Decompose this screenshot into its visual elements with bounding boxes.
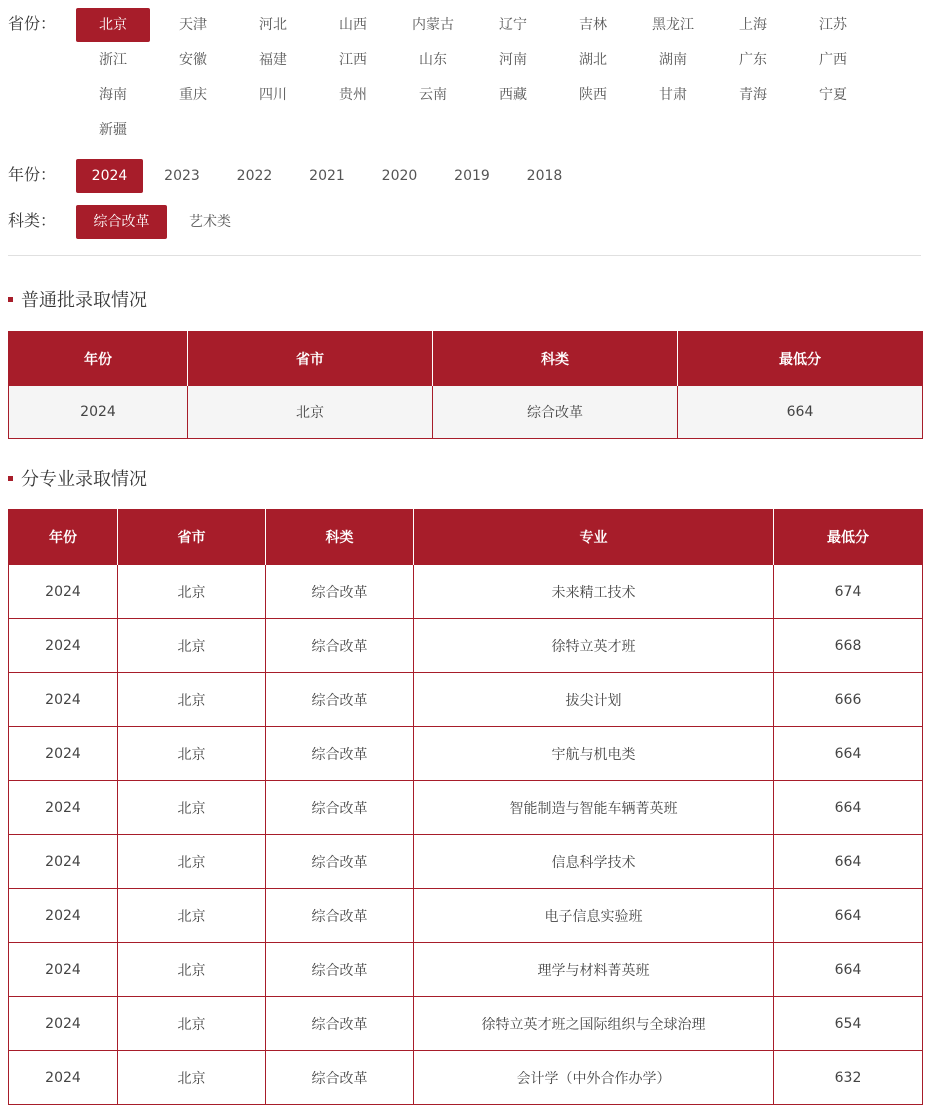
table-cell: 综合改革 — [266, 565, 414, 619]
category-label: 科类： — [8, 211, 57, 230]
table-cell: 2024 — [9, 565, 118, 619]
title-marker — [8, 297, 13, 302]
province-option[interactable]: 四川 — [259, 87, 287, 103]
column-header: 科类 — [433, 332, 678, 386]
table-row — [9, 889, 923, 943]
column-header: 年份 — [9, 510, 118, 565]
column-header: 省市 — [188, 332, 433, 386]
table-cell: 2024 — [9, 943, 118, 997]
category-option[interactable]: 综合改革 — [76, 205, 167, 239]
table-cell: 664 — [774, 781, 923, 835]
table-row — [9, 943, 923, 997]
table-cell: 2024 — [9, 1051, 118, 1105]
table-cell: 北京 — [118, 1051, 266, 1105]
section1-title: 普通批录取情况 — [21, 290, 147, 311]
section-title-major — [8, 468, 147, 492]
province-option[interactable]: 山东 — [419, 52, 447, 68]
province-option[interactable]: 重庆 — [179, 87, 207, 103]
table-cell: 北京 — [188, 386, 433, 439]
table-cell: 北京 — [118, 619, 266, 673]
table-cell: 北京 — [118, 727, 266, 781]
table-cell: 未来精工技术 — [414, 565, 774, 619]
province-option[interactable]: 河南 — [499, 52, 527, 68]
province-option[interactable]: 云南 — [419, 87, 447, 103]
column-header: 年份 — [9, 332, 188, 386]
table-cell: 666 — [774, 673, 923, 727]
table-cell: 北京 — [118, 565, 266, 619]
year-label: 年份： — [8, 165, 57, 184]
province-option[interactable]: 海南 — [99, 87, 127, 103]
table-row — [9, 619, 923, 673]
table-row — [9, 997, 923, 1051]
column-header: 专业 — [414, 510, 774, 565]
table-cell: 2024 — [9, 997, 118, 1051]
province-option[interactable]: 甘肃 — [659, 87, 687, 103]
table-cell: 综合改革 — [433, 386, 678, 439]
province-option[interactable]: 浙江 — [99, 52, 127, 68]
table-cell: 2024 — [9, 727, 118, 781]
table-cell: 664 — [774, 943, 923, 997]
province-option[interactable]: 江西 — [339, 52, 367, 68]
table-cell: 北京 — [118, 781, 266, 835]
province-option[interactable]: 上海 — [739, 17, 767, 33]
table-cell: 北京 — [118, 997, 266, 1051]
title-marker — [8, 476, 13, 481]
divider — [8, 255, 921, 256]
table-cell: 电子信息实验班 — [414, 889, 774, 943]
province-option[interactable]: 宁夏 — [819, 87, 847, 103]
province-option[interactable]: 山西 — [339, 17, 367, 33]
table-cell: 664 — [774, 835, 923, 889]
year-option[interactable]: 2019 — [454, 168, 490, 184]
year-option[interactable]: 2022 — [236, 168, 273, 184]
province-option[interactable]: 贵州 — [339, 87, 367, 103]
province-option[interactable]: 青海 — [739, 87, 767, 103]
year-option[interactable]: 2024 — [76, 159, 143, 193]
table-cell: 宇航与机电类 — [414, 727, 774, 781]
table-row — [9, 386, 923, 439]
province-option[interactable]: 广西 — [819, 52, 847, 68]
province-label: 省份： — [8, 14, 57, 33]
table-row — [9, 835, 923, 889]
province-option[interactable]: 西藏 — [499, 87, 527, 103]
province-option[interactable]: 内蒙古 — [412, 17, 454, 33]
table-cell: 徐特立英才班之国际组织与全球治理 — [414, 997, 774, 1051]
table-row — [9, 727, 923, 781]
table-cell: 2024 — [9, 619, 118, 673]
column-header: 省市 — [118, 510, 266, 565]
table-cell: 会计学（中外合作办学） — [414, 1051, 774, 1105]
table-cell: 632 — [774, 1051, 923, 1105]
major-admission-table — [8, 509, 923, 1105]
province-option[interactable]: 江苏 — [819, 17, 847, 33]
table-cell: 2024 — [9, 781, 118, 835]
year-option[interactable]: 2021 — [309, 168, 345, 184]
table-cell: 徐特立英才班 — [414, 619, 774, 673]
general-admission-table — [8, 331, 923, 439]
column-header: 最低分 — [678, 332, 923, 386]
table-cell: 北京 — [118, 889, 266, 943]
section-title-general — [8, 289, 147, 313]
table-cell: 北京 — [118, 835, 266, 889]
table-cell: 综合改革 — [266, 1051, 414, 1105]
table-cell: 674 — [774, 565, 923, 619]
table-header-row — [9, 332, 923, 386]
table-cell: 信息科学技术 — [414, 835, 774, 889]
table-cell: 664 — [774, 727, 923, 781]
table-cell: 2024 — [9, 673, 118, 727]
column-header: 科类 — [266, 510, 414, 565]
table-row — [9, 781, 923, 835]
year-option[interactable]: 2020 — [381, 168, 418, 184]
table-cell: 综合改革 — [266, 943, 414, 997]
table-row — [9, 565, 923, 619]
table-cell: 理学与材料菁英班 — [414, 943, 774, 997]
column-header: 最低分 — [774, 510, 923, 565]
section2-title: 分专业录取情况 — [21, 469, 147, 490]
year-option[interactable]: 2018 — [526, 168, 563, 184]
table-cell: 综合改革 — [266, 835, 414, 889]
province-option[interactable]: 河北 — [259, 17, 287, 33]
province-option[interactable]: 湖北 — [579, 52, 607, 68]
province-option[interactable]: 安徽 — [179, 52, 207, 68]
year-option[interactable]: 2023 — [164, 168, 200, 184]
table-cell: 综合改革 — [266, 889, 414, 943]
province-option[interactable]: 北京 — [76, 8, 150, 42]
province-option[interactable]: 广东 — [739, 52, 767, 68]
table-cell: 664 — [774, 889, 923, 943]
table-cell: 北京 — [118, 673, 266, 727]
table-cell: 综合改革 — [266, 781, 414, 835]
province-option[interactable]: 福建 — [259, 52, 287, 68]
table-row — [9, 1051, 923, 1105]
table-cell: 综合改革 — [266, 619, 414, 673]
table-header-row — [9, 510, 923, 565]
province-option[interactable]: 新疆 — [99, 122, 127, 138]
table-cell: 综合改革 — [266, 997, 414, 1051]
table-cell: 664 — [678, 386, 923, 439]
table-cell: 北京 — [118, 943, 266, 997]
table-cell: 综合改革 — [266, 727, 414, 781]
table-cell: 2024 — [9, 889, 118, 943]
table-row — [9, 673, 923, 727]
province-option[interactable]: 天津 — [179, 17, 207, 33]
table-cell: 654 — [774, 997, 923, 1051]
province-option[interactable]: 陕西 — [579, 87, 607, 103]
table-cell: 2024 — [9, 386, 188, 439]
province-option[interactable]: 黑龙江 — [652, 17, 694, 33]
category-option[interactable]: 艺术类 — [189, 214, 231, 230]
table-cell: 668 — [774, 619, 923, 673]
table-cell: 拔尖计划 — [414, 673, 774, 727]
table-cell: 综合改革 — [266, 673, 414, 727]
province-option[interactable]: 辽宁 — [499, 17, 527, 33]
table-cell: 智能制造与智能车辆菁英班 — [414, 781, 774, 835]
province-option[interactable]: 湖南 — [659, 52, 687, 68]
province-option[interactable]: 吉林 — [579, 17, 607, 33]
table-cell: 2024 — [9, 835, 118, 889]
